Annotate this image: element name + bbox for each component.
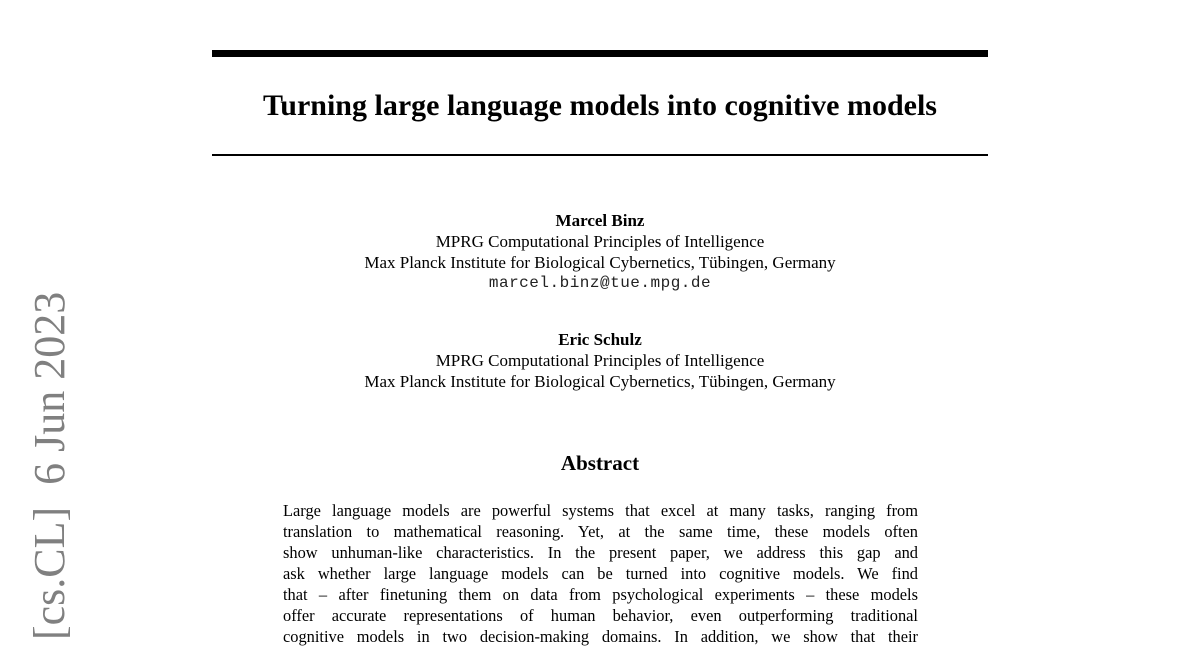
title-bottom-rule [212, 154, 988, 156]
author-email[interactable]: marcel.binz@tue.mpg.de [488, 274, 712, 292]
author-name: Eric Schulz [558, 330, 642, 349]
abstract-line: ask whether large language models can be turned into cognitive models. We find [283, 564, 918, 583]
abstract-line: translation to mathematical reasoning. Yet, at the same time, these models often [283, 522, 918, 541]
author-affiliation-group: MPRG Computational Principles of Intelligence [435, 232, 765, 251]
author-block-binz [212, 210, 988, 294]
abstract-line: cognitive models in two decision-making domains. In addition, we show that their [283, 627, 918, 646]
arxiv-category: [cs.CL] [25, 506, 74, 640]
author-affiliation-institute: Max Planck Institute for Biological Cybernetics, Tübingen, Germany [364, 253, 836, 272]
abstract-body [283, 500, 918, 647]
author-name: Marcel Binz [555, 211, 645, 230]
arxiv-date: 6 Jun 2023 [25, 291, 74, 485]
author-affiliation-group: MPRG Computational Principles of Intelligence [435, 351, 765, 370]
abstract-line: Large language models are powerful systems that excel at many tasks, ranging from [283, 501, 918, 520]
abstract-line: that – after finetuning them on data from psychological experiments – these models [283, 585, 918, 604]
abstract-heading: Abstract [560, 451, 640, 475]
paper-title: Turning large language models into cognitive models [263, 89, 937, 122]
abstract-line: show unhuman-like characteristics. In the present paper, we address this gap and [283, 543, 918, 562]
author-affiliation-institute: Max Planck Institute for Biological Cybernetics, Tübingen, Germany [364, 372, 836, 391]
arxiv-side-stamp [26, 292, 74, 640]
abstract-line: offer accurate representations of human behavior, even outperforming traditional [283, 606, 918, 625]
author-block-schulz [212, 329, 988, 392]
title-top-rule [212, 50, 988, 57]
